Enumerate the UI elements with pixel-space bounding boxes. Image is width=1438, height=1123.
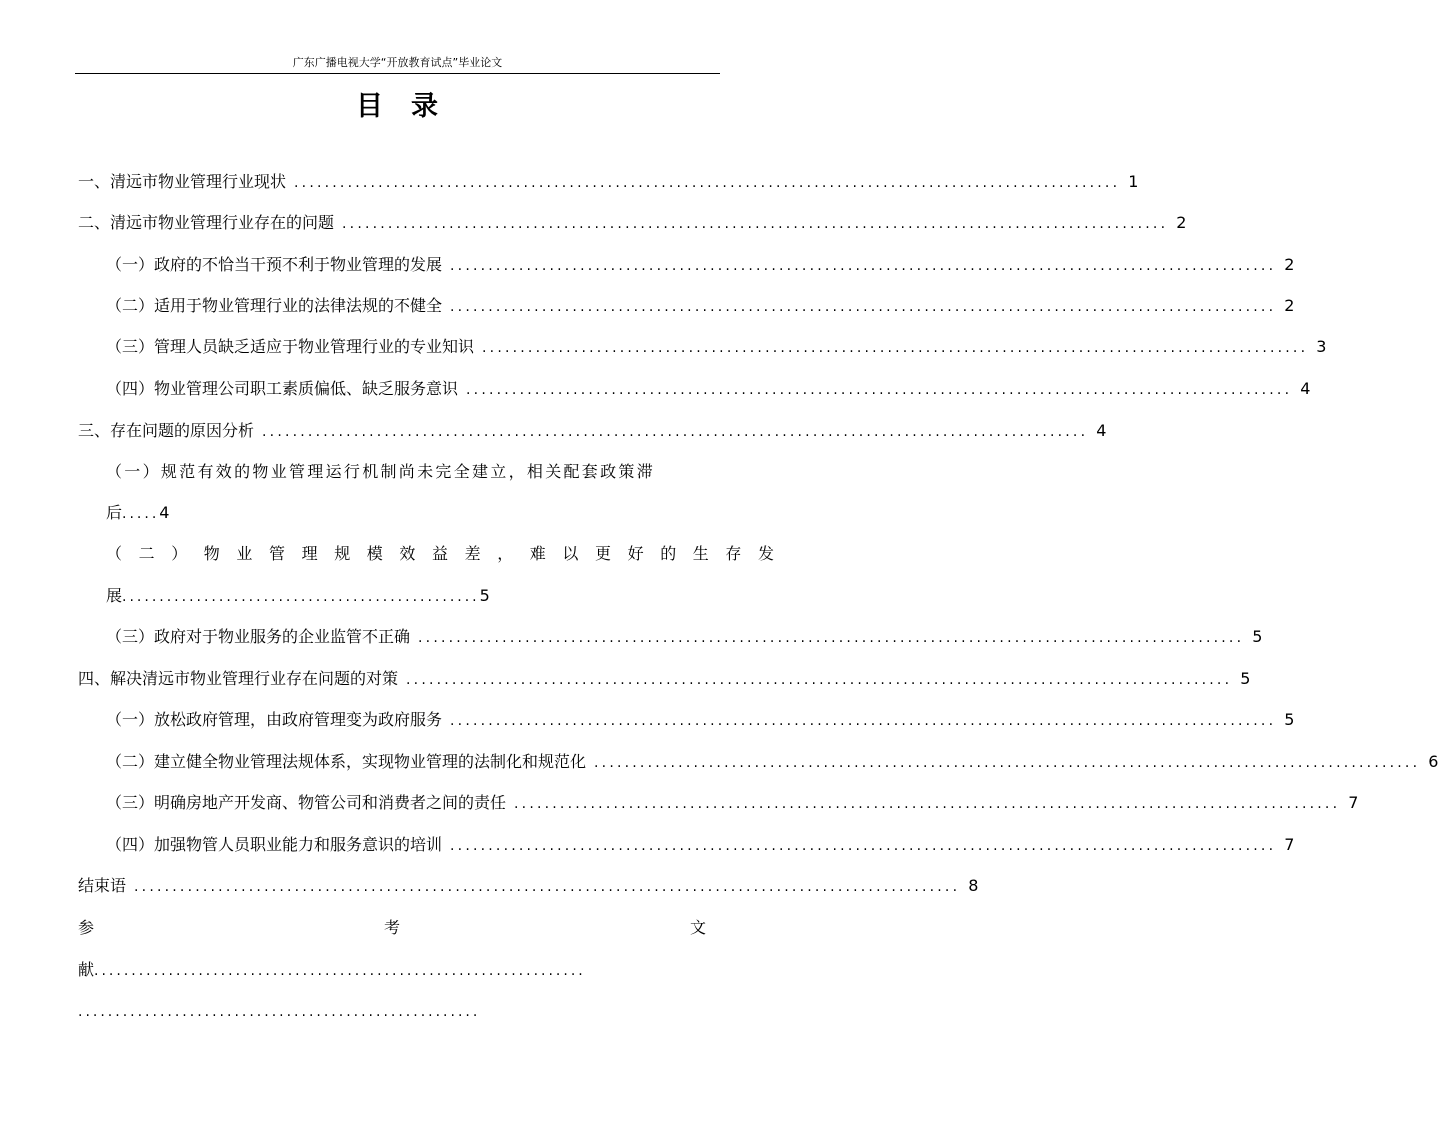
toc-entry-label: 三、存在问题的原因分析 <box>78 421 255 440</box>
toc-entry-page: 5 <box>479 586 490 605</box>
toc-entry[interactable] <box>78 666 1251 692</box>
toc-entry-page: 1 <box>1128 172 1139 191</box>
toc-leader: ................................................ <box>122 589 480 605</box>
toc-entry-continuation-line3 <box>78 998 480 1025</box>
toc-entry[interactable] <box>106 749 1438 775</box>
toc-entry[interactable] <box>106 832 1295 858</box>
toc-leader: ............................................................................................................ <box>482 340 1309 356</box>
toc-entry-label: （二）适用于物业管理行业的法律法规的不健全 <box>106 296 443 315</box>
toc-entry[interactable] <box>106 624 1263 650</box>
toc-entry-continuation[interactable] <box>78 957 586 984</box>
toc-entry-continuation[interactable] <box>106 500 169 527</box>
toc-entry-label-line2: 后 <box>106 503 123 522</box>
toc-entry-label: （四）加强物管人员职业能力和服务意识的培训 <box>106 835 443 854</box>
toc-leader: ............................................................................................................ <box>514 796 1341 812</box>
toc-entry[interactable] <box>78 169 1139 195</box>
toc-entry-page: 5 <box>1284 710 1295 729</box>
toc-leader: ..... <box>122 506 160 522</box>
toc-entry[interactable] <box>78 418 1107 444</box>
toc-entry-page: 5 <box>1240 669 1251 688</box>
toc-entry-label: （三）政府对于物业服务的企业监管不正确 <box>106 627 411 646</box>
toc-entry-label-line2: 展 <box>106 586 123 605</box>
toc-entry-label-line2: 献 <box>78 960 95 979</box>
toc-entry-label: （四）物业管理公司职工素质偏低、缺乏服务意识 <box>106 379 459 398</box>
toc-entry[interactable] <box>106 293 1295 319</box>
toc-entry-page: 4 <box>159 503 170 522</box>
toc-entry-page: 4 <box>1300 379 1311 398</box>
toc-leader: ............................................................................................................ <box>450 838 1277 854</box>
toc-leader: ............................................................................................................ <box>406 672 1233 688</box>
toc-entry[interactable] <box>106 707 1295 733</box>
toc-leader: ............................................................................................................ <box>262 424 1089 440</box>
toc-entry-page: 2 <box>1284 296 1295 315</box>
toc-leader: ............................................................................................................ <box>134 879 961 895</box>
toc-entry-label: 二、清远市物业管理行业存在的问题 <box>78 213 335 232</box>
toc-entry-page: 2 <box>1284 255 1295 274</box>
toc-entry-label: 一、清远市物业管理行业现状 <box>78 172 287 191</box>
toc-leader: ............................................................................................................ <box>450 299 1277 315</box>
toc-entry[interactable] <box>106 252 1295 278</box>
toc-entry[interactable] <box>78 210 1187 236</box>
toc-leader: ...................................................... <box>78 1004 481 1020</box>
toc-entry-label: （二）建立健全物业管理法规体系，实现物业管理的法制化和规范化 <box>106 752 587 771</box>
toc-entry[interactable] <box>106 790 1359 816</box>
toc-entry-label-line1[interactable]: （一）规范有效的物业管理运行机制尚未完全建立，相关配套政策滞 <box>106 462 656 481</box>
toc-entry-page: 7 <box>1284 835 1295 854</box>
toc-entry-label-line1[interactable]: （二）物业管理规模效益差，难以更好的生存发 <box>106 544 791 563</box>
toc-entry-label: （一）放松政府管理，由政府管理变为政府服务 <box>106 710 443 729</box>
toc-leader: ............................................................................................................ <box>450 713 1277 729</box>
toc-leader: ............................................................................................................ <box>466 382 1293 398</box>
toc-entry-page: 6 <box>1428 752 1438 771</box>
toc-leader: .................................................................. <box>94 963 586 979</box>
toc-leader: ............................................................................................................ <box>294 175 1121 191</box>
toc-entry-label-line1[interactable]: 参考文 <box>78 918 997 937</box>
toc-entry-page: 2 <box>1176 213 1187 232</box>
toc-leader: ............................................................................................................ <box>594 755 1421 771</box>
toc-leader: ............................................................................................................ <box>342 216 1169 232</box>
toc-entry[interactable] <box>106 334 1327 360</box>
toc-entry[interactable] <box>78 873 979 899</box>
page-title: 目录 <box>356 91 466 122</box>
toc-entry-label: （三）管理人员缺乏适应于物业管理行业的专业知识 <box>106 337 475 356</box>
toc-entry-label: 结束语 <box>78 876 127 895</box>
toc-entry-continuation[interactable] <box>106 583 490 610</box>
toc-entry-page: 3 <box>1316 337 1327 356</box>
toc-entry-label: （一）政府的不恰当干预不利于物业管理的发展 <box>106 255 443 274</box>
toc-entry-page: 8 <box>968 876 979 895</box>
toc-leader: ............................................................................................................ <box>450 258 1277 274</box>
toc-entry-page: 4 <box>1096 421 1107 440</box>
toc-entry[interactable] <box>106 376 1311 402</box>
toc-entry-label: 四、解决清远市物业管理行业存在问题的对策 <box>78 669 399 688</box>
toc-leader: ............................................................................................................ <box>418 630 1245 646</box>
toc-entry-page: 5 <box>1252 627 1263 646</box>
toc-entry-page: 7 <box>1348 793 1359 812</box>
running-header: 广东广播电视大学“开放教育试点”毕业论文 <box>75 56 720 74</box>
toc-entry-label: （三）明确房地产开发商、物管公司和消费者之间的责任 <box>106 793 507 812</box>
